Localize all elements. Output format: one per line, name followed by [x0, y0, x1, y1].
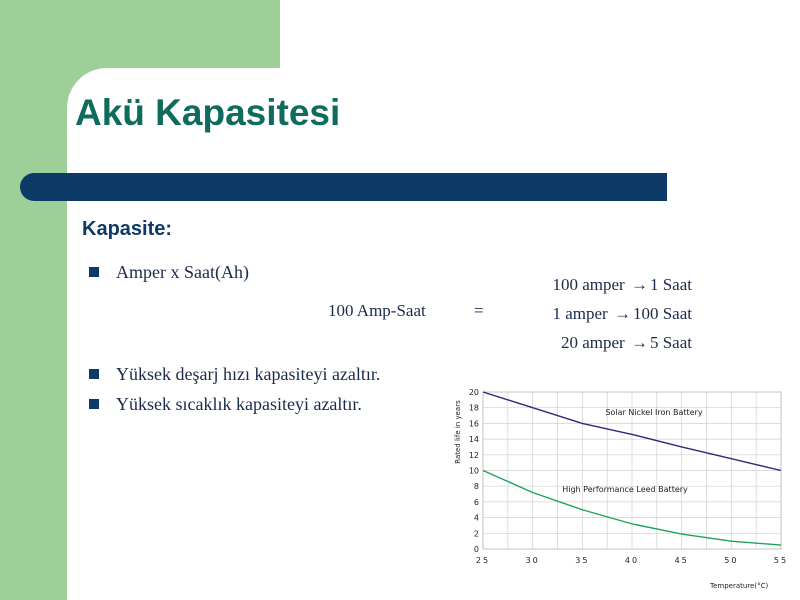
y-tick-label: 20 [468, 388, 479, 397]
slide-subtitle: Kapasite: [82, 218, 173, 240]
y-tick-label: 0 [473, 545, 479, 554]
equation-row-right: 1 Saat [649, 275, 692, 294]
x-tick-label: 50 [724, 556, 739, 565]
bullet-text: Yüksek sıcaklık kapasiteyi azaltır. [116, 394, 362, 414]
y-tick-label: 14 [468, 435, 479, 445]
x-tick-label: 55 [773, 556, 789, 565]
x-tick-label: 45 [674, 556, 689, 565]
equation-lhs: 100 Amp-Saat [328, 301, 426, 320]
y-tick-label: 4 [473, 513, 479, 523]
bullet-text: Amper x Saat(Ah) [116, 262, 249, 282]
x-tick-label: 40 [624, 556, 640, 565]
series-label-lead: High Performance Leed Battery [562, 485, 688, 494]
y-tick-label: 6 [473, 497, 479, 507]
x-tick-label: 35 [575, 556, 590, 565]
equation-row-left: 20 amper [560, 333, 625, 352]
x-axis-label: Temperature(°C) [710, 582, 769, 590]
x-tick-label: 25 [475, 556, 491, 565]
slide-title: Akü Kapasitesi [75, 92, 341, 133]
equation-row-right: 5 Saat [649, 333, 692, 352]
y-tick-label: 18 [468, 403, 479, 413]
equation-row-left: 1 amper [552, 304, 608, 323]
y-tick-label: 16 [468, 419, 479, 429]
arrow-right-icon: → [630, 333, 648, 352]
x-tick-label: 30 [525, 556, 540, 565]
y-tick-label: 12 [468, 450, 479, 460]
equation-row-right: 100 Saat [632, 304, 692, 323]
bullet-text: Yüksek deşarj hızı kapasiteyi azaltır. [116, 364, 381, 384]
y-axis-label: Rated life in years [454, 400, 462, 464]
equation-row-left: 100 amper [552, 275, 625, 294]
arrow-right-icon: → [613, 304, 631, 323]
y-tick-label: 8 [473, 482, 479, 492]
arrow-right-icon: → [630, 275, 648, 294]
equation-equals: = [474, 301, 484, 320]
y-tick-label: 2 [473, 529, 479, 539]
y-tick-label: 10 [468, 466, 479, 476]
series-label-nickel: Solar Nickel Iron Battery [605, 408, 703, 417]
